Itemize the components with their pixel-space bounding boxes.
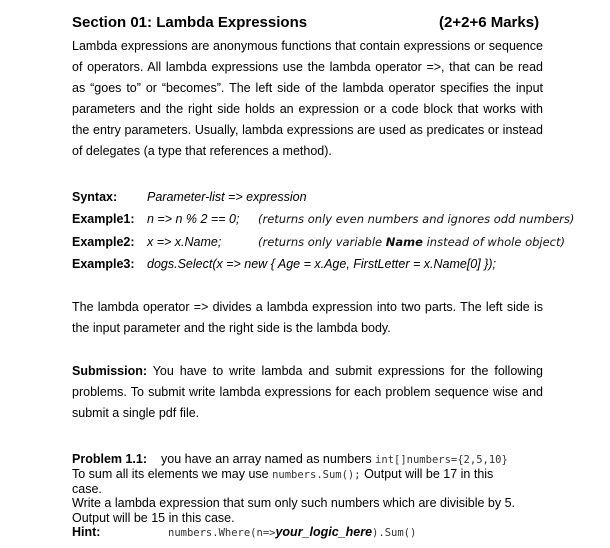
example2-label: Example2: bbox=[72, 235, 135, 249]
hint-code-post: ).Sum() bbox=[372, 527, 417, 539]
syntax-value: Parameter-list => expression bbox=[147, 190, 307, 204]
problem-line1-code: int[]numbers={2,5,10} bbox=[375, 454, 508, 466]
problem-line2-code: numbers.Sum(); bbox=[272, 469, 361, 481]
problem-line2-tail: Output will be 17 in this bbox=[360, 467, 494, 481]
example1-code: n => n % 2 == 0; bbox=[147, 212, 240, 226]
problem-line3: case. bbox=[72, 482, 102, 496]
hint-code-pre: numbers.Where(n=> bbox=[168, 527, 276, 539]
operator-paragraph: The lambda operator => divides a lambda expression into two parts. The left side is the input parameter and the right side is the lambda body. bbox=[72, 300, 543, 335]
problem-line1 bbox=[72, 452, 508, 468]
example3-code: dogs.Select(x => new { Age = x.Age, FirstLetter = x.Name[0] }); bbox=[147, 257, 497, 271]
hint-code bbox=[168, 525, 416, 541]
submission-paragraph bbox=[72, 361, 543, 424]
example1-label: Example1: bbox=[72, 212, 135, 226]
problem-line2-text: To sum all its elements we may use bbox=[72, 467, 273, 481]
example2-note-pre: (returns only variable bbox=[258, 235, 386, 249]
section-marks: (2+2+6 Marks) bbox=[439, 14, 540, 31]
problem-label: Problem 1.1: bbox=[72, 452, 148, 466]
example2-note-post: instead of whole object) bbox=[422, 235, 565, 249]
problem-line2 bbox=[72, 467, 493, 483]
example3-label: Example3: bbox=[72, 257, 135, 271]
syntax-label: Syntax: bbox=[72, 190, 118, 204]
problem-line1-text: you have an array named as numbers bbox=[161, 452, 376, 466]
submission-label: Submission: bbox=[72, 364, 148, 378]
section-title: Section 01: Lambda Expressions bbox=[72, 14, 308, 31]
example2-code: x => x.Name; bbox=[147, 235, 222, 249]
submission-text: You have to write lambda and submit expressions for the following problems. To submit write lambda expressions for each problem sequence wise and submit a single pdf file. bbox=[72, 364, 543, 420]
intro-paragraph: Lambda expressions are anonymous functions that contain expressions or sequence of operators. All lambda expressions use the lambda operator =>, that can be read as “goes to” or “becomes”. The left side of the lambda operator specifies the input parameters and the right side holds an expression or a code block that works with the entry parameters. Usually, lambda expressions are used as predicates or instead of delegates (a type that references a method). bbox=[72, 39, 543, 158]
example2-note-bold: Name bbox=[385, 235, 423, 249]
problem-line5: Output will be 15 in this case. bbox=[72, 511, 235, 525]
hint-label: Hint: bbox=[72, 525, 101, 539]
hint-emphasis: your_logic_here bbox=[275, 525, 373, 539]
example1-note: (returns only even numbers and ignores odd numbers) bbox=[258, 212, 575, 226]
problem-line4: Write a lambda expression that sum only such numbers which are divisible by 5. bbox=[72, 496, 516, 510]
example2-note bbox=[258, 235, 565, 249]
